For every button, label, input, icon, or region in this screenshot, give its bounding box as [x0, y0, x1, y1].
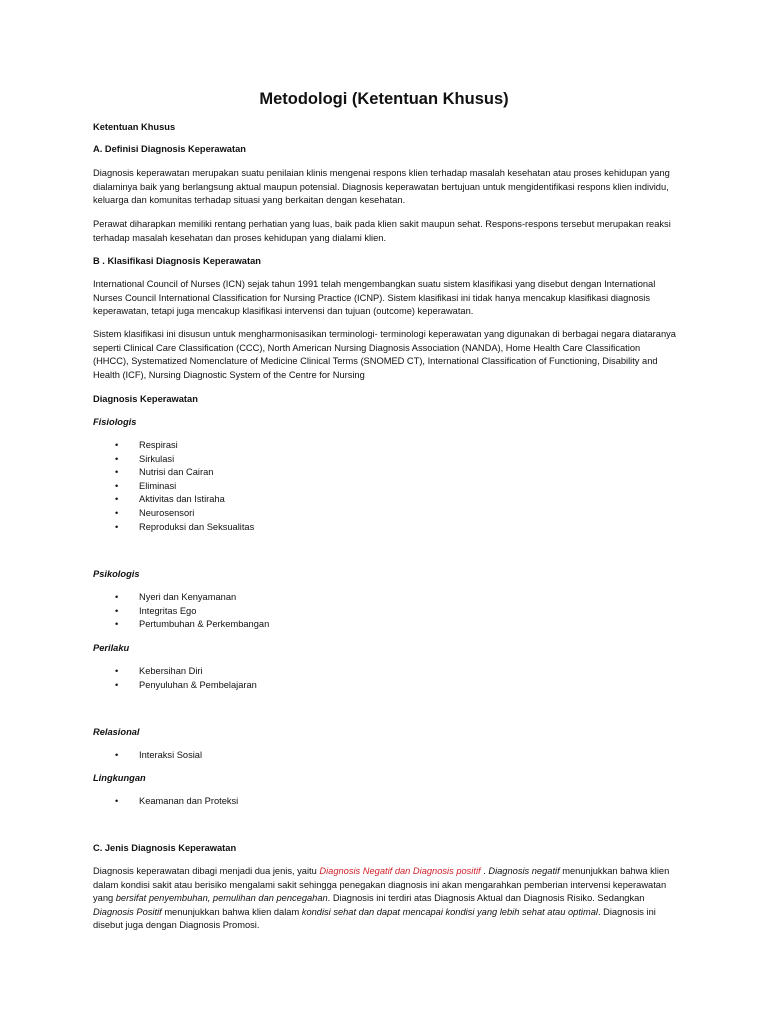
highlighted-text: Diagnosis Negatif dan Diagnosis positif: [319, 866, 481, 876]
list-item: • Nyeri dan Kenyamanan: [93, 591, 678, 605]
list-item: • Pertumbuhan & Perkembangan: [93, 618, 678, 632]
bullet-icon: •: [115, 453, 119, 464]
bullet-icon: •: [115, 750, 119, 760]
heading-diagnosis-keperawatan: Diagnosis Keperawatan: [93, 394, 198, 404]
list-item: • Respirasi: [93, 439, 678, 453]
bullet-icon: •: [115, 521, 119, 532]
section-b-paragraph-1: International Council of Nurses (ICN) sejak tahun 1991 telah mengembangkan suatu sistem klasifikasi yang disebut dengan International Nurses Council International Classification for Nursing Practice (ICNP). Sistem klasifikasi ini tidak hanya mencakup klasifikasi diagnosis keperawatan, tetapi juga mencakup klasifikasi intervensi dan tujuan (outcome) keperawatan.: [93, 279, 656, 317]
list-item: • Neurosensori: [93, 507, 678, 521]
bullet-icon: •: [115, 619, 119, 630]
heading-section-c: C. Jenis Diagnosis Keperawatan: [93, 843, 237, 853]
bullet-icon: •: [115, 592, 119, 602]
list-item: • Kebersihan Diri: [93, 665, 678, 679]
section-a-paragraph-1: Diagnosis keperawatan merupakan suatu penilaian klinis mengenai respons klien terhadap masalah kesehatan atau proses kehidupan yang dialaminya baik yang berlangsung aktual maupun potensial. Diagnosis keperawatan bertujuan untuk mengidentifikasi respons klien individu, keluarga dan komunitas terhadap situasi yang berkaitan dengan kesehatan.: [93, 168, 670, 206]
list-item: • Integritas Ego: [93, 605, 678, 619]
list-lingkungan: [93, 795, 678, 809]
list-item: • Eliminasi: [93, 480, 678, 494]
section-c-paragraph: Diagnosis keperawatan dibagi menjadi dua jenis, yaitu Diagnosis Negatif dan Diagnosis positif . Diagnosis negatif menunjukkan bahwa klien dalam kondisi sakit atau berisiko mengalami sakit sehingga penegakan diagnosis ini akan mengarahkan pemberian intervensi keperawatan yang bersifat penyembuhan, pemulihan dan pencegahan. Diagnosis ini terdiri atas Diagnosis Aktual dan Diagnosis Risiko. Sedangkan Diagnosis Positif menunjukkan bahwa klien dalam kondisi sehat dan dapat mencapai kondisi yang lebih sehat atau optimal. Diagnosis ini disebut juga dengan Diagnosis Promosi.: [93, 866, 670, 931]
list-item: • Reproduksi dan Seksualitas: [93, 521, 678, 535]
heading-section-b: B . Klasifikasi Diagnosis Keperawatan: [93, 256, 261, 266]
list-psikologis: [93, 591, 678, 632]
subheading-fisiologis: Fisiologis: [93, 417, 137, 427]
bullet-icon: •: [115, 494, 119, 505]
bullet-icon: •: [115, 507, 119, 518]
list-item: • Nutrisi dan Cairan: [93, 466, 678, 480]
bullet-icon: •: [115, 679, 119, 690]
bullet-icon: •: [115, 796, 119, 806]
section-a-paragraph-2: Perawat diharapkan memiliki rentang perhatian yang luas, baik pada klien sakit maupun sehat. Respons-respons tersebut merupakan reaksi terhadap masalah kesehatan dan proses kehidupan yang dialami klien.: [93, 219, 671, 243]
heading-ketentuan-khusus: Ketentuan Khusus: [93, 122, 176, 132]
section-b-paragraph-2: Sistem klasifikasi ini disusun untuk mengharmonisasikan terminologi- terminologi keperawatan yang digunakan di berbagai negara diataranya seperti Clinical Care Classification (CCC), North American Nursing Diagnosis Association (NANDA), Home Health Care Classification (HHCC), Systematized Nomenclature of Medicine Clinical Terms (SNOMED CT), International Classification of Functioning, Disability and Health (ICF), Nursing Diagnostic System of the Centre for Nursing: [93, 329, 676, 380]
list-relasional: [93, 749, 678, 763]
bullet-icon: •: [115, 666, 119, 676]
list-item: • Aktivitas dan Istiraha: [93, 493, 678, 507]
page-title: Metodologi (Ketentuan Khusus): [259, 90, 509, 108]
subheading-psikologis: Psikologis: [93, 569, 140, 579]
subheading-lingkungan: Lingkungan: [93, 773, 146, 783]
subheading-perilaku: Perilaku: [93, 643, 130, 653]
bullet-icon: •: [115, 605, 119, 616]
list-item: • Interaksi Sosial: [93, 749, 678, 763]
list-item: • Penyuluhan & Pembelajaran: [93, 679, 678, 693]
list-fisiologis: [93, 439, 678, 534]
bullet-icon: •: [115, 480, 119, 491]
bullet-icon: •: [115, 440, 119, 450]
bullet-icon: •: [115, 467, 119, 478]
subheading-relasional: Relasional: [93, 727, 140, 737]
heading-section-a: A. Definisi Diagnosis Keperawatan: [93, 144, 246, 154]
list-perilaku: [93, 665, 678, 692]
list-item: • Keamanan dan Proteksi: [93, 795, 678, 809]
list-item: • Sirkulasi: [93, 453, 678, 467]
